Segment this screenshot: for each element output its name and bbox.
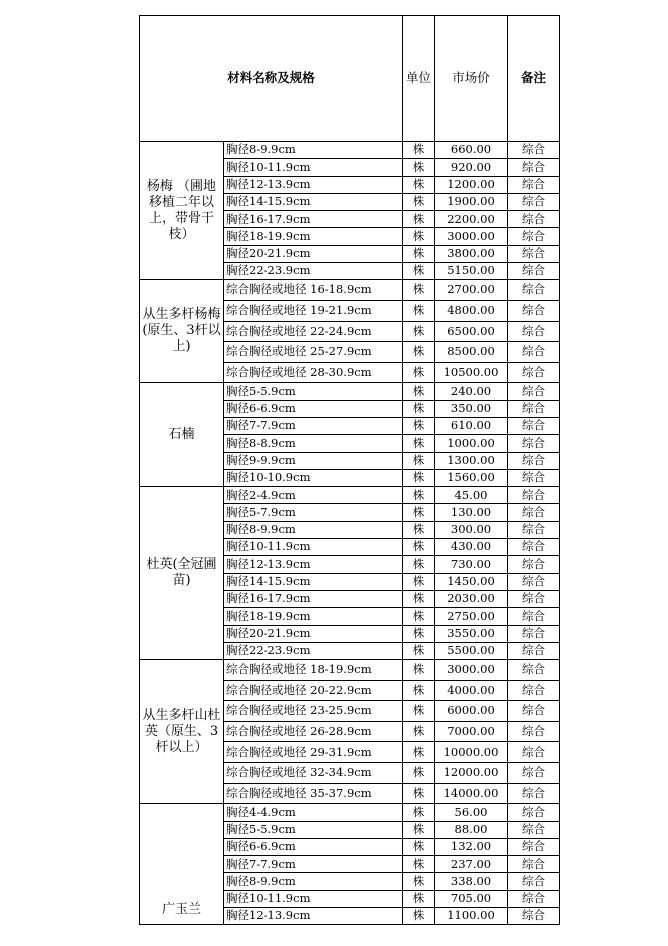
price-cell: 45.00 xyxy=(435,487,508,504)
material-name: 杨梅 （圃地移植二年以上，带骨干枝） xyxy=(140,142,224,280)
note-cell: 综合 xyxy=(508,435,560,452)
unit-cell: 株 xyxy=(403,763,435,784)
spec-cell: 胸径7-7.9cm xyxy=(224,417,403,434)
unit-cell: 株 xyxy=(403,263,435,280)
unit-cell: 株 xyxy=(403,625,435,642)
price-cell: 10000.00 xyxy=(435,742,508,763)
price-cell: 920.00 xyxy=(435,159,508,176)
unit-cell: 株 xyxy=(403,783,435,804)
material-name: 广玉兰 xyxy=(140,804,224,925)
price-cell: 1450.00 xyxy=(435,573,508,590)
spec-cell: 胸径5-7.9cm xyxy=(224,504,403,521)
price-cell: 240.00 xyxy=(435,383,508,400)
header-name-spec: 材料名称及规格 xyxy=(140,16,403,142)
unit-cell: 株 xyxy=(403,487,435,504)
spec-cell: 胸径22-23.9cm xyxy=(224,263,403,280)
note-cell: 综合 xyxy=(508,469,560,486)
spec-cell: 胸径16-17.9cm xyxy=(224,590,403,607)
note-cell: 综合 xyxy=(508,176,560,193)
note-cell: 综合 xyxy=(508,362,560,383)
spec-cell: 胸径6-6.9cm xyxy=(224,400,403,417)
price-cell: 8500.00 xyxy=(435,342,508,363)
unit-cell: 株 xyxy=(403,660,435,681)
unit-cell: 株 xyxy=(403,417,435,434)
unit-cell: 株 xyxy=(403,721,435,742)
spec-cell: 综合胸径或地径 35-37.9cm xyxy=(224,783,403,804)
unit-cell: 株 xyxy=(403,856,435,873)
note-cell: 综合 xyxy=(508,280,560,301)
spec-cell: 胸径8-9.9cm xyxy=(224,521,403,538)
note-cell: 综合 xyxy=(508,383,560,400)
note-cell: 综合 xyxy=(508,890,560,907)
price-cell: 6000.00 xyxy=(435,701,508,722)
price-cell: 237.00 xyxy=(435,856,508,873)
note-cell: 综合 xyxy=(508,821,560,838)
unit-cell: 株 xyxy=(403,573,435,590)
spec-cell: 综合胸径或地径 23-25.9cm xyxy=(224,701,403,722)
spec-cell: 胸径5-5.9cm xyxy=(224,383,403,400)
note-cell: 综合 xyxy=(508,245,560,262)
price-cell: 1560.00 xyxy=(435,469,508,486)
note-cell: 综合 xyxy=(508,742,560,763)
note-cell: 综合 xyxy=(508,763,560,784)
spec-cell: 胸径12-13.9cm xyxy=(224,908,403,925)
unit-cell: 株 xyxy=(403,142,435,159)
price-cell: 1300.00 xyxy=(435,452,508,469)
table-row xyxy=(140,280,560,301)
unit-cell: 株 xyxy=(403,680,435,701)
price-table xyxy=(139,15,560,925)
price-cell: 5500.00 xyxy=(435,642,508,659)
price-cell: 2200.00 xyxy=(435,211,508,228)
spec-cell: 胸径8-8.9cm xyxy=(224,435,403,452)
note-cell: 综合 xyxy=(508,487,560,504)
material-name: 从生多杆杨梅(原生、3杆以上) xyxy=(140,280,224,383)
spec-cell: 胸径4-4.9cm xyxy=(224,804,403,821)
note-cell: 综合 xyxy=(508,642,560,659)
note-cell: 综合 xyxy=(508,783,560,804)
table-row xyxy=(140,487,560,504)
spec-cell: 胸径12-13.9cm xyxy=(224,176,403,193)
spec-cell: 胸径10-11.9cm xyxy=(224,890,403,907)
unit-cell: 株 xyxy=(403,908,435,925)
note-cell: 综合 xyxy=(508,908,560,925)
unit-cell: 株 xyxy=(403,452,435,469)
unit-cell: 株 xyxy=(403,228,435,245)
note-cell: 综合 xyxy=(508,701,560,722)
unit-cell: 株 xyxy=(403,211,435,228)
note-cell: 综合 xyxy=(508,228,560,245)
price-cell: 1000.00 xyxy=(435,435,508,452)
spec-cell: 胸径16-17.9cm xyxy=(224,211,403,228)
header-note: 备注 xyxy=(508,16,560,142)
unit-cell: 株 xyxy=(403,873,435,890)
price-cell: 3000.00 xyxy=(435,660,508,681)
note-cell: 综合 xyxy=(508,856,560,873)
note-cell: 综合 xyxy=(508,873,560,890)
spec-cell: 综合胸径或地径 20-22.9cm xyxy=(224,680,403,701)
note-cell: 综合 xyxy=(508,539,560,556)
price-cell: 130.00 xyxy=(435,504,508,521)
table-row xyxy=(140,383,560,400)
note-cell: 综合 xyxy=(508,625,560,642)
unit-cell: 株 xyxy=(403,838,435,855)
price-cell: 132.00 xyxy=(435,838,508,855)
price-cell: 1200.00 xyxy=(435,176,508,193)
spec-cell: 胸径22-23.9cm xyxy=(224,642,403,659)
note-cell: 综合 xyxy=(508,417,560,434)
material-name: 石楠 xyxy=(140,383,224,487)
price-cell: 14000.00 xyxy=(435,783,508,804)
unit-cell: 株 xyxy=(403,890,435,907)
price-cell: 705.00 xyxy=(435,890,508,907)
table-row xyxy=(140,142,560,159)
spec-cell: 胸径2-4.9cm xyxy=(224,487,403,504)
price-cell: 3550.00 xyxy=(435,625,508,642)
header-row xyxy=(140,16,560,142)
note-cell: 综合 xyxy=(508,590,560,607)
price-cell: 6500.00 xyxy=(435,321,508,342)
unit-cell: 株 xyxy=(403,608,435,625)
spec-cell: 胸径5-5.9cm xyxy=(224,821,403,838)
unit-cell: 株 xyxy=(403,521,435,538)
unit-cell: 株 xyxy=(403,321,435,342)
header-unit: 单位 xyxy=(403,16,435,142)
unit-cell: 株 xyxy=(403,362,435,383)
note-cell: 综合 xyxy=(508,573,560,590)
spec-cell: 胸径14-15.9cm xyxy=(224,573,403,590)
note-cell: 综合 xyxy=(508,193,560,210)
price-cell: 660.00 xyxy=(435,142,508,159)
unit-cell: 株 xyxy=(403,176,435,193)
price-cell: 2700.00 xyxy=(435,280,508,301)
unit-cell: 株 xyxy=(403,642,435,659)
spec-cell: 胸径10-11.9cm xyxy=(224,159,403,176)
price-cell: 10500.00 xyxy=(435,362,508,383)
header-price: 市场价 xyxy=(435,16,508,142)
note-cell: 综合 xyxy=(508,142,560,159)
unit-cell: 株 xyxy=(403,804,435,821)
spec-cell: 综合胸径或地径 28-30.9cm xyxy=(224,362,403,383)
note-cell: 综合 xyxy=(508,521,560,538)
note-cell: 综合 xyxy=(508,680,560,701)
unit-cell: 株 xyxy=(403,280,435,301)
unit-cell: 株 xyxy=(403,435,435,452)
unit-cell: 株 xyxy=(403,556,435,573)
price-cell: 350.00 xyxy=(435,400,508,417)
spec-cell: 综合胸径或地径 18-19.9cm xyxy=(224,660,403,681)
price-cell: 3800.00 xyxy=(435,245,508,262)
spec-cell: 综合胸径或地径 22-24.9cm xyxy=(224,321,403,342)
price-cell: 730.00 xyxy=(435,556,508,573)
price-cell: 610.00 xyxy=(435,417,508,434)
unit-cell: 株 xyxy=(403,193,435,210)
note-cell: 综合 xyxy=(508,300,560,321)
note-cell: 综合 xyxy=(508,504,560,521)
price-cell: 7000.00 xyxy=(435,721,508,742)
price-cell: 12000.00 xyxy=(435,763,508,784)
note-cell: 综合 xyxy=(508,263,560,280)
table-row xyxy=(140,804,560,821)
spec-cell: 胸径12-13.9cm xyxy=(224,556,403,573)
unit-cell: 株 xyxy=(403,469,435,486)
price-cell: 300.00 xyxy=(435,521,508,538)
unit-cell: 株 xyxy=(403,821,435,838)
spec-cell: 胸径20-21.9cm xyxy=(224,625,403,642)
spec-cell: 综合胸径或地径 32-34.9cm xyxy=(224,763,403,784)
unit-cell: 株 xyxy=(403,590,435,607)
price-cell: 1100.00 xyxy=(435,908,508,925)
spec-cell: 综合胸径或地径 25-27.9cm xyxy=(224,342,403,363)
spec-cell: 胸径18-19.9cm xyxy=(224,228,403,245)
spec-cell: 综合胸径或地径 26-28.9cm xyxy=(224,721,403,742)
material-name: 从生多杆山杜英（原生、3杆以上） xyxy=(140,660,224,804)
unit-cell: 株 xyxy=(403,742,435,763)
unit-cell: 株 xyxy=(403,539,435,556)
note-cell: 综合 xyxy=(508,660,560,681)
price-cell: 88.00 xyxy=(435,821,508,838)
spec-cell: 胸径6-6.9cm xyxy=(224,838,403,855)
price-cell: 2750.00 xyxy=(435,608,508,625)
spec-cell: 胸径7-7.9cm xyxy=(224,856,403,873)
note-cell: 综合 xyxy=(508,838,560,855)
note-cell: 综合 xyxy=(508,452,560,469)
spec-cell: 综合胸径或地径 19-21.9cm xyxy=(224,300,403,321)
spec-cell: 胸径14-15.9cm xyxy=(224,193,403,210)
spec-cell: 综合胸径或地径 16-18.9cm xyxy=(224,280,403,301)
note-cell: 综合 xyxy=(508,804,560,821)
spec-cell: 胸径10-11.9cm xyxy=(224,539,403,556)
unit-cell: 株 xyxy=(403,504,435,521)
spec-cell: 胸径20-21.9cm xyxy=(224,245,403,262)
price-cell: 2030.00 xyxy=(435,590,508,607)
unit-cell: 株 xyxy=(403,342,435,363)
price-cell: 3000.00 xyxy=(435,228,508,245)
unit-cell: 株 xyxy=(403,400,435,417)
note-cell: 综合 xyxy=(508,159,560,176)
price-cell: 5150.00 xyxy=(435,263,508,280)
note-cell: 综合 xyxy=(508,321,560,342)
price-cell: 4000.00 xyxy=(435,680,508,701)
price-cell: 4800.00 xyxy=(435,300,508,321)
unit-cell: 株 xyxy=(403,383,435,400)
unit-cell: 株 xyxy=(403,245,435,262)
note-cell: 综合 xyxy=(508,342,560,363)
material-name: 杜英(全冠圃苗) xyxy=(140,487,224,660)
price-cell: 1900.00 xyxy=(435,193,508,210)
price-cell: 430.00 xyxy=(435,539,508,556)
spec-cell: 胸径9-9.9cm xyxy=(224,452,403,469)
unit-cell: 株 xyxy=(403,300,435,321)
price-cell: 56.00 xyxy=(435,804,508,821)
note-cell: 综合 xyxy=(508,721,560,742)
spec-cell: 胸径8-9.9cm xyxy=(224,142,403,159)
unit-cell: 株 xyxy=(403,701,435,722)
note-cell: 综合 xyxy=(508,556,560,573)
spec-cell: 胸径8-9.9cm xyxy=(224,873,403,890)
spec-cell: 综合胸径或地径 29-31.9cm xyxy=(224,742,403,763)
note-cell: 综合 xyxy=(508,400,560,417)
note-cell: 综合 xyxy=(508,211,560,228)
price-cell: 338.00 xyxy=(435,873,508,890)
note-cell: 综合 xyxy=(508,608,560,625)
unit-cell: 株 xyxy=(403,159,435,176)
spec-cell: 胸径18-19.9cm xyxy=(224,608,403,625)
spec-cell: 胸径10-10.9cm xyxy=(224,469,403,486)
table-row xyxy=(140,660,560,681)
